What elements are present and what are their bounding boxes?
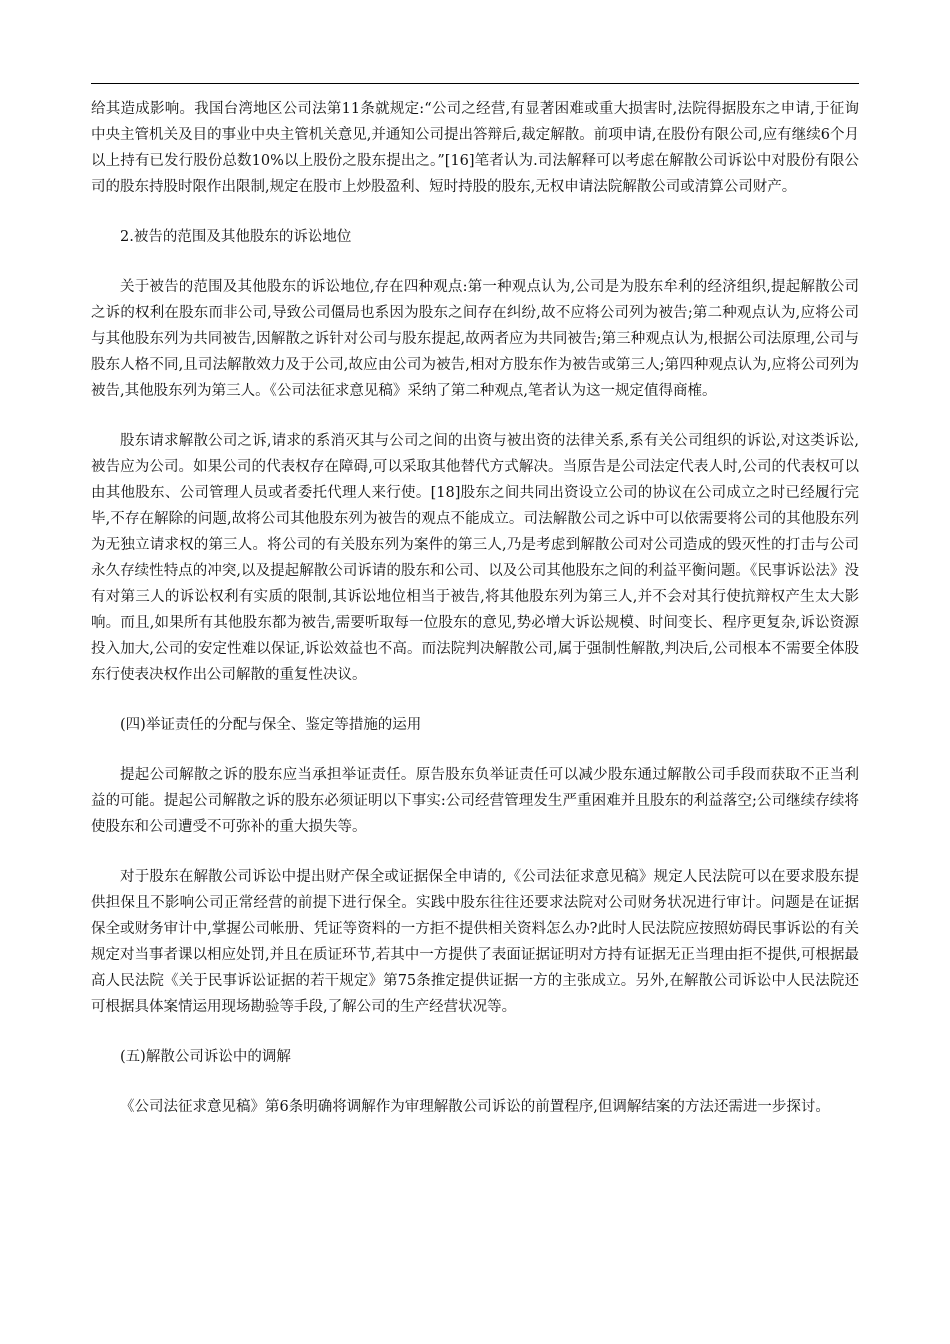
document-page: [91, 0, 859, 1344]
paragraph-mediation: 《公司法征求意见稿》第6条明确将调解作为审理解散公司诉讼的前置程序,但调解结案的方法还需进一步探讨。: [120, 1099, 830, 1115]
document-body: [91, 96, 859, 1144]
section-heading-mediation: (五)解散公司诉讼中的调解: [120, 1049, 291, 1065]
paragraph-four-views: 关于被告的范围及其他股东的诉讼地位,存在四种观点:第一种观点认为,公司是为股东牟利的经济组织,提起解散公司之诉的权利在股东而非公司,导致公司僵局也系因为股东之间存在纠纷,故不应将公司列为被告;第二种观点认为,应将公司与其他股东列为共同被告,因解散之诉针对公司与股东提起,故两者应为共同被告;第三种观点认为,根据公司法原理,公司与股东人格不同,且司法解散效力及于公司,故应由公司为被告,相对方股东作为被告或第三人;第四种观点认为,应将公司列为被告,其他股东列为第三人。《公司法征求意见稿》采纳了第二种观点,笔者认为这一规定值得商榷。: [91, 279, 859, 399]
section-heading-burden-of-proof: (四)举证责任的分配与保全、鉴定等措施的运用: [120, 717, 422, 733]
paragraph-burden-of-proof: 提起公司解散之诉的股东应当承担举证责任。原告股东负举证责任可以减少股东通过解散公司手段而获取不正当利益的可能。提起公司解散之诉的股东必须证明以下事实:公司经营管理发生严重困难并且股东的利益落空;公司继续存续将使股东和公司遭受不可弥补的重大损失等。: [91, 767, 859, 835]
paragraph-preservation: 对于股东在解散公司诉讼中提出财产保全或证据保全申请的,《公司法征求意见稿》规定人民法院可以在要求股东提供担保且不影响公司正常经营的前提下进行保全。实践中股东往往还要求法院对公司财务状况进行审计。问题是在证据保全或财务审计中,掌握公司帐册、凭证等资料的一方拒不提供相关资料怎么办?此时人民法院应按照妨碍民事诉讼的有关规定对当事者课以相应处罚,并且在质证环节,若其中一方提供了表面证据证明对方持有证据无正当理由拒不提供,可根据最高人民法院《关于民事诉讼证据的若干规定》第75条推定提供证据一方的主张成立。另外,在解散公司诉讼中人民法院还可根据具体案情运用现场勘验等手段,了解公司的生产经营状况等。: [91, 869, 859, 1015]
paragraph-defendant-company: 股东请求解散公司之诉,请求的系消灭其与公司之间的出资与被出资的法律关系,系有关公司组织的诉讼,对这类诉讼,被告应为公司。如果公司的代表权存在障碍,可以采取其他替代方式解决。当原告是公司法定代表人时,公司的代表权可以由其他股东、公司管理人员或者委托代理人来行使。[18]股东之间共同出资设立公司的协议在公司成立之时已经履行完毕,不存在解除的问题,故将公司其他股东列为被告的观点不能成立。司法解散公司之诉中可以依需要将公司的其他股东列为无独立请求权的第三人。将公司的有关股东列为案件的第三人,乃是考虑到解散公司对公司造成的毁灭性的打击与公司永久存续性特点的冲突,以及提起解散公司诉请的股东和公司、以及公司其他股东之间的利益平衡问题。《民事诉讼法》没有对第三人的诉讼权利有实质的限制,其诉讼地位相当于被告,将其他股东列为第三人,并不会对其行使抗辩权产生太大影响。而且,如果所有其他股东都为被告,需要听取每一位股东的意见,势必增大诉讼规模、时间变长、程序更复杂,诉讼资源投入加大,公司的安定性难以保证,诉讼效益也不高。而法院判决解散公司,属于强制性解散,判决后,公司根本不需要全体股东行使表决权作出公司解散的重复性决议。: [91, 433, 859, 683]
header-rule: [91, 83, 859, 84]
section-heading-defendant-scope: 2.被告的范围及其他股东的诉讼地位: [120, 229, 352, 245]
paragraph-continuation: 给其造成影响。我国台湾地区公司法第11条就规定:“公司之经营,有显著困难或重大损害时,法院得据股东之申请,于征询中央主管机关及目的事业中央主管机关意见,并通知公司提出答辩后,裁定解散。前项申请,在股份有限公司,应有继续6个月以上持有已发行股份总数10%以上股份之股东提出之。”[16]笔者认为.司法解释可以考虑在解散公司诉讼中对股份有限公司的股东持股时限作出限制,规定在股市上炒股盈利、短时持股的股东,无权申请法院解散公司或清算公司财产。: [91, 101, 859, 195]
